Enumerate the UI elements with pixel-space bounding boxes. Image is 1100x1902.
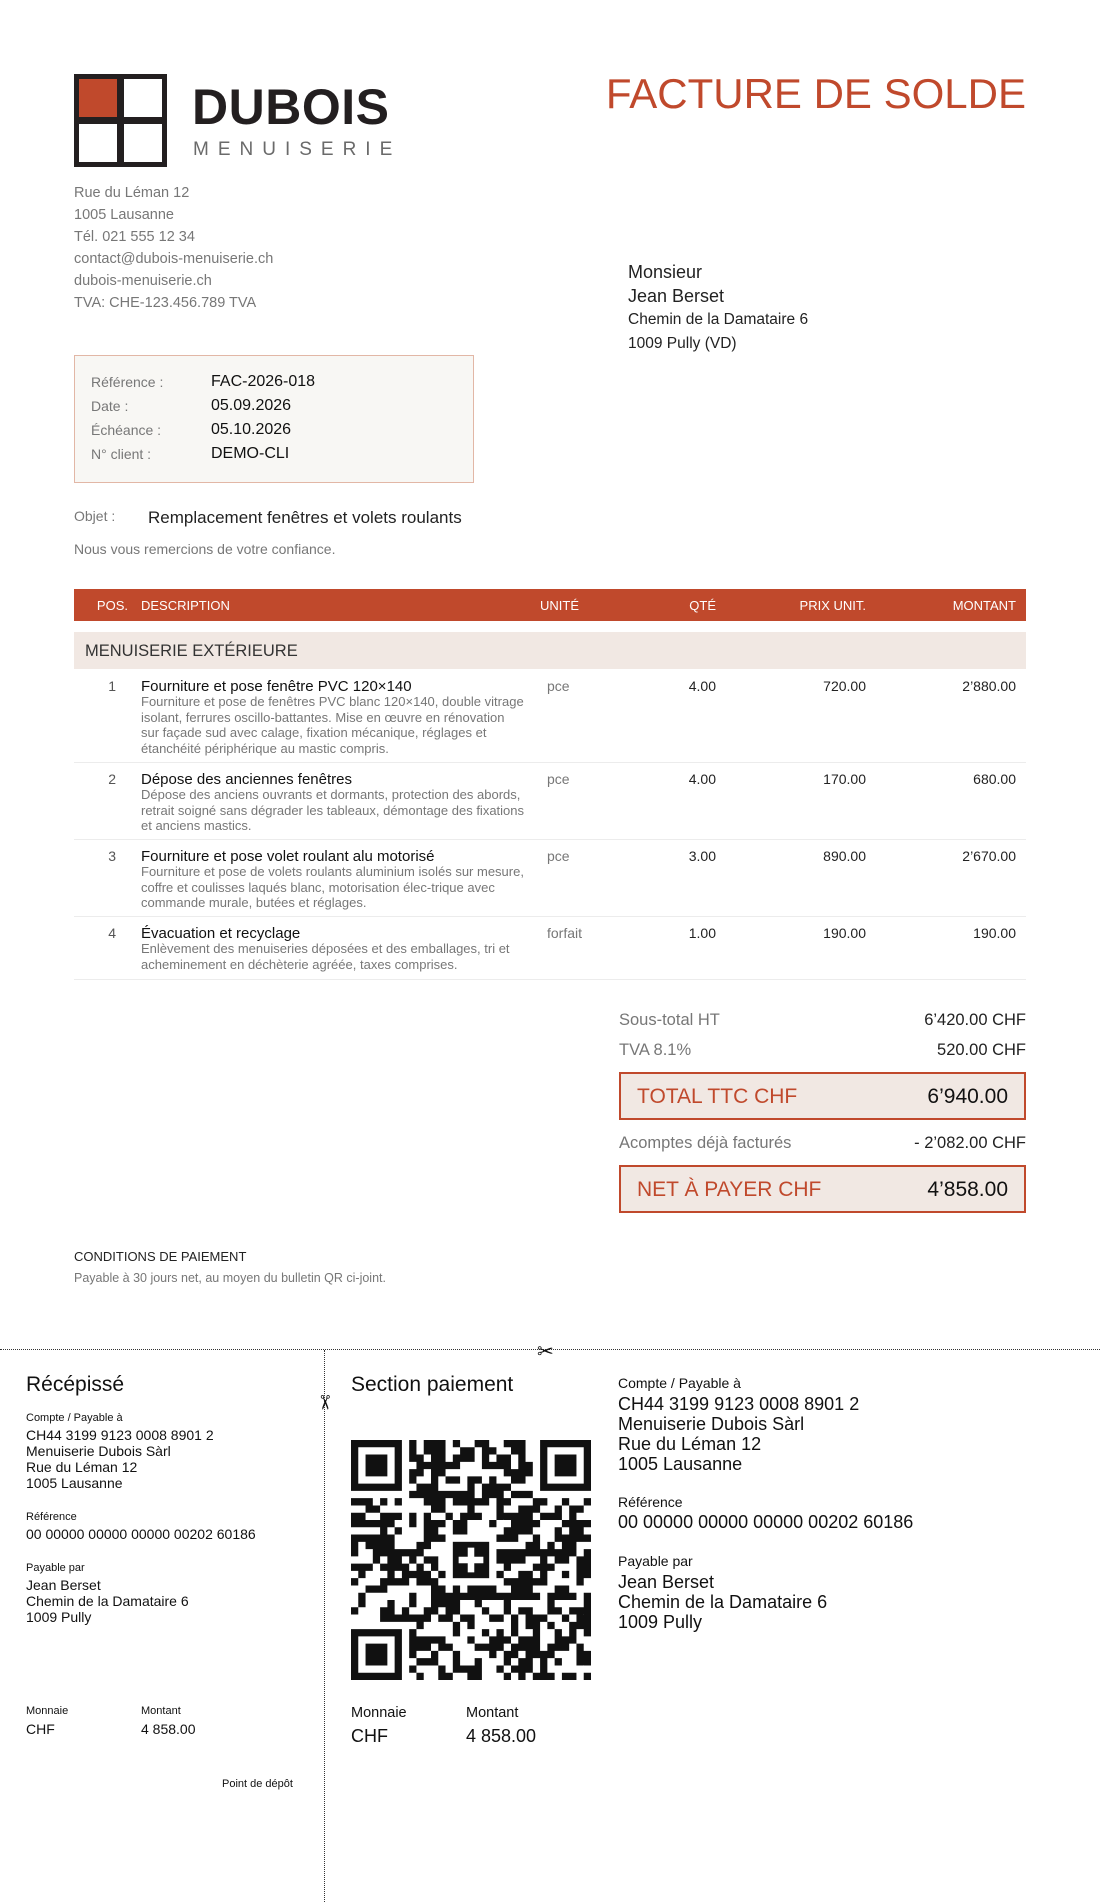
table-row: 2 Dépose des anciennes fenêtres Dépose des anciens ouvrants et dormants, protection des abords, retrait soigné sans dégrader les tableaux, démontage des fixations et anciens mastics. pce 4.00 170.00 680.00 xyxy=(74,771,1026,840)
table-section: MENUISERIE EXTÉRIEURE xyxy=(74,632,1026,669)
payment-reference-label: Référence xyxy=(618,1494,683,1510)
conditions-text: Payable à 30 jours net, au moyen du bulletin QR ci-joint. xyxy=(74,1271,386,1285)
invoice-date: 05.09.2026 xyxy=(211,397,292,414)
thanks-text: Nous vous remercions de votre confiance. xyxy=(74,541,336,557)
total-box: TOTAL TTC CHF 6’940.00 xyxy=(619,1072,1026,1120)
table-row: 1 Fourniture et pose fenêtre PVC 120×140 Fourniture et pose de fenêtres PVC blanc 120×140, double vitrage isolant, ferrures oscillo-battantes. Mise en œuvre en rénovation sur façade sud avec calage, fixation mécanique, réglages et étanchéité périphérique au mastic compris. pce 4.00 720.00 2’880.00 xyxy=(74,678,1026,763)
net-box: NET À PAYER CHF 4’858.00 xyxy=(619,1165,1026,1213)
deposits-value: - 2’082.00 CHF xyxy=(914,1134,1026,1152)
table-row: 4 Évacuation et recyclage Enlèvement des menuiseries déposées et des emballages, tri et acheminement en déchèterie agréée, taxes comprises. forfait 1.00 190.00 190.00 xyxy=(74,925,1026,980)
receipt-currency-label: Monnaie xyxy=(26,1705,69,1717)
depot-label: Point de dépôt xyxy=(222,1778,293,1790)
company-subtitle: MENUISERIE xyxy=(193,139,402,160)
payment-payer-label: Payable par xyxy=(618,1553,693,1569)
receipt-amount-label: Montant xyxy=(141,1705,181,1717)
document-title: FACTURE DE SOLDE xyxy=(605,70,1026,117)
receipt-reference-label: Référence xyxy=(26,1511,77,1523)
client-number: DEMO-CLI xyxy=(211,445,290,462)
client-address: Monsieur Jean Berset Chemin de la Damataire 6 1009 Pully (VD) xyxy=(628,262,809,352)
receipt-amount: 4 858.00 xyxy=(141,1721,196,1737)
receipt-payer: Jean Berset Chemin de la Damataire 6 1009 Pully xyxy=(26,1577,189,1625)
table-header: POS. DESCRIPTION UNITÉ QTÉ PRIX UNIT. MONTANT xyxy=(74,589,1026,621)
subtotal-label: Sous-total HT xyxy=(619,1011,720,1029)
payment-payer: Jean Berset Chemin de la Damataire 6 1009 Pully xyxy=(618,1572,828,1632)
scissors-icon: ✂ xyxy=(537,1341,554,1363)
receipt-currency: CHF xyxy=(26,1721,55,1737)
payment-amount-label: Montant xyxy=(466,1705,519,1721)
invoice-meta-box: Référence : FAC-2026-018 Date : 05.09.2026 Échéance : 05.10.2026 N° client : DEMO-CLI xyxy=(74,355,474,483)
receipt-title: Récépissé xyxy=(26,1373,125,1396)
vat-label: TVA 8.1% xyxy=(619,1041,692,1059)
payment-amount: 4 858.00 xyxy=(466,1726,537,1746)
payment-currency: CHF xyxy=(351,1726,388,1746)
conditions-title: CONDITIONS DE PAIEMENT xyxy=(74,1249,247,1264)
payment-title: Section paiement xyxy=(351,1373,514,1396)
payment-currency-label: Monnaie xyxy=(351,1705,407,1721)
qr-code-icon xyxy=(351,1440,591,1680)
deposits-label: Acomptes déjà facturés xyxy=(619,1134,792,1152)
vertical-cut-line xyxy=(324,1350,325,1902)
subject-value: Remplacement fenêtres et volets roulants xyxy=(148,508,462,527)
payment-reference: 00 00000 00000 00000 00202 60186 xyxy=(618,1512,914,1532)
receipt-account: CH44 3199 9123 0008 8901 2 Menuiserie Dubois Sàrl Rue du Léman 12 1005 Lausanne xyxy=(26,1427,214,1491)
table-row: 3 Fourniture et pose volet roulant alu motorisé Fourniture et pose de volets roulants aluminium isolés sur mesure, coffre et coulisses laqués blanc, motorisation élec-trique avec commande murale, butées et réglages. pce 3.00 890.00 2’670.00 xyxy=(74,848,1026,917)
payment-account: CH44 3199 9123 0008 8901 2 Menuiserie Dubois Sàrl Rue du Léman 12 1005 Lausanne xyxy=(618,1394,860,1474)
scissors-icon: ✂ xyxy=(312,1394,335,1411)
receipt-account-label: Compte / Payable à xyxy=(26,1412,123,1424)
receipt-payer-label: Payable par xyxy=(26,1562,85,1574)
subtotal-value: 6’420.00 CHF xyxy=(924,1011,1026,1029)
subject-label: Objet : xyxy=(74,508,116,524)
receipt-reference: 00 00000 00000 00000 00202 60186 xyxy=(26,1526,256,1542)
invoice-due: 05.10.2026 xyxy=(211,421,292,438)
invoice-reference: FAC-2026-018 xyxy=(211,373,316,390)
vat-value: 520.00 CHF xyxy=(937,1041,1026,1059)
payment-account-label: Compte / Payable à xyxy=(618,1375,741,1391)
company-name: DUBOIS xyxy=(192,79,390,135)
company-logo xyxy=(74,74,167,167)
company-address: Rue du Léman 12 1005 Lausanne Tél. 021 555 12 34 contact@dubois-menuiserie.ch dubois-menuiserie.ch TVA: CHE-123.456.789 TVA xyxy=(74,185,274,311)
